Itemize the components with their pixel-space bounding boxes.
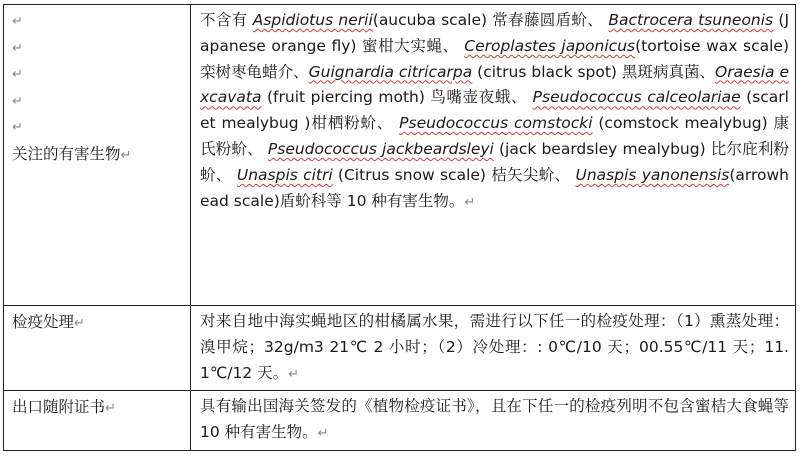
paragraph-mark-icon: ↵ — [120, 147, 132, 163]
text-span: (Citrus snow scale) 桔矢尖蚧、 — [332, 165, 576, 184]
scientific-name: Unaspis citri — [236, 165, 333, 184]
scientific-name: Ceroplastes japonicus — [464, 36, 636, 55]
paragraph-mark-icon: ↵ — [464, 194, 476, 210]
text-span: (fruit piercing moth) 鸟嘴壶夜蛾、 — [261, 88, 533, 107]
treatment-text: 对来自地中海实蝇地区的柑橘属水果，需进行以下任一的检疫处理：（1）熏蒸处理：溴甲烷；32g/m3 21℃ 2 小时；（2）冷处理：: 0℃/10 天；00.55℃/11 天；11.1℃/12 天。 — [200, 312, 789, 382]
scientific-name: Guignardia citricarpa — [308, 62, 473, 81]
text-span: (scarlet mealybug )柑栖粉蚧、 — [200, 88, 789, 133]
paragraph-mark-icon: ↵ — [12, 14, 23, 29]
scientific-name: Pseudococcus calceolariae — [532, 88, 741, 107]
paragraph-mark-icon: ↵ — [12, 120, 23, 135]
text-span: (arrowhead scale)盾蚧科等 10 种有害生物。 — [200, 165, 789, 210]
paragraph-mark-icon: ↵ — [12, 40, 23, 56]
paragraph-mark-icon: ↵ — [288, 366, 300, 382]
text-span: (citrus black spot) 黑斑病真菌、 — [472, 62, 716, 81]
certificate-text: 具有输出国海关签发的《植物检疫证书》，且在下任一的检疫列明不包含蜜桔大食蝇等 10 种有害生物。 — [200, 397, 789, 442]
scientific-name: Bactrocera tsuneonis — [608, 11, 774, 29]
scientific-name: Pseudococcus comstocki — [399, 114, 593, 133]
paragraph-mark-icon: ↵ — [74, 316, 85, 331]
paragraph-mark-icon: ↵ — [317, 426, 329, 442]
pests-label-cell — [4, 5, 191, 306]
pests-label: 关注的有害生物↵ — [12, 144, 132, 163]
certificate-label: 出口随附证书 — [12, 398, 106, 417]
text-span: (Japanese orange fly) 蜜柑大实蝇、 — [200, 11, 790, 55]
scientific-name: Pseudococcus jackbeardsleyi — [267, 139, 494, 158]
treatment-label-cell — [4, 306, 191, 391]
scientific-name: Aspidiotus nerii — [252, 11, 373, 29]
table-row-pests — [4, 5, 796, 306]
scientific-name: Oraesia excavata — [200, 62, 790, 107]
text-span: 不含有 — [200, 11, 253, 29]
regulation-table — [3, 4, 796, 451]
certificate-description-cell — [191, 391, 796, 451]
text-span: (jack beardsley mealybug) 比尔庇利粉蚧、 — [200, 139, 790, 184]
paragraph-mark-icon: ↵ — [105, 401, 116, 417]
treatment-label: 检疫处理 — [12, 313, 75, 331]
treatment-description-cell — [191, 306, 796, 391]
text-span: (aucuba scale) 常春藤圆盾蚧、 — [372, 11, 609, 29]
certificate-label-cell — [4, 391, 191, 451]
scientific-name: Unaspis yanonensis — [575, 165, 730, 184]
pests-description-cell — [191, 5, 796, 306]
paragraph-mark-icon: ↵ — [12, 67, 23, 82]
text-span: (tortoise wax scale) 栾树枣龟蜡介、 — [200, 36, 789, 81]
paragraph-mark-icon: ↵ — [12, 93, 23, 109]
text-span: (comstock mealybug) 康氏粉蚧、 — [200, 114, 789, 158]
table-row-certificate — [4, 391, 796, 451]
table-row-treatment — [4, 306, 796, 391]
